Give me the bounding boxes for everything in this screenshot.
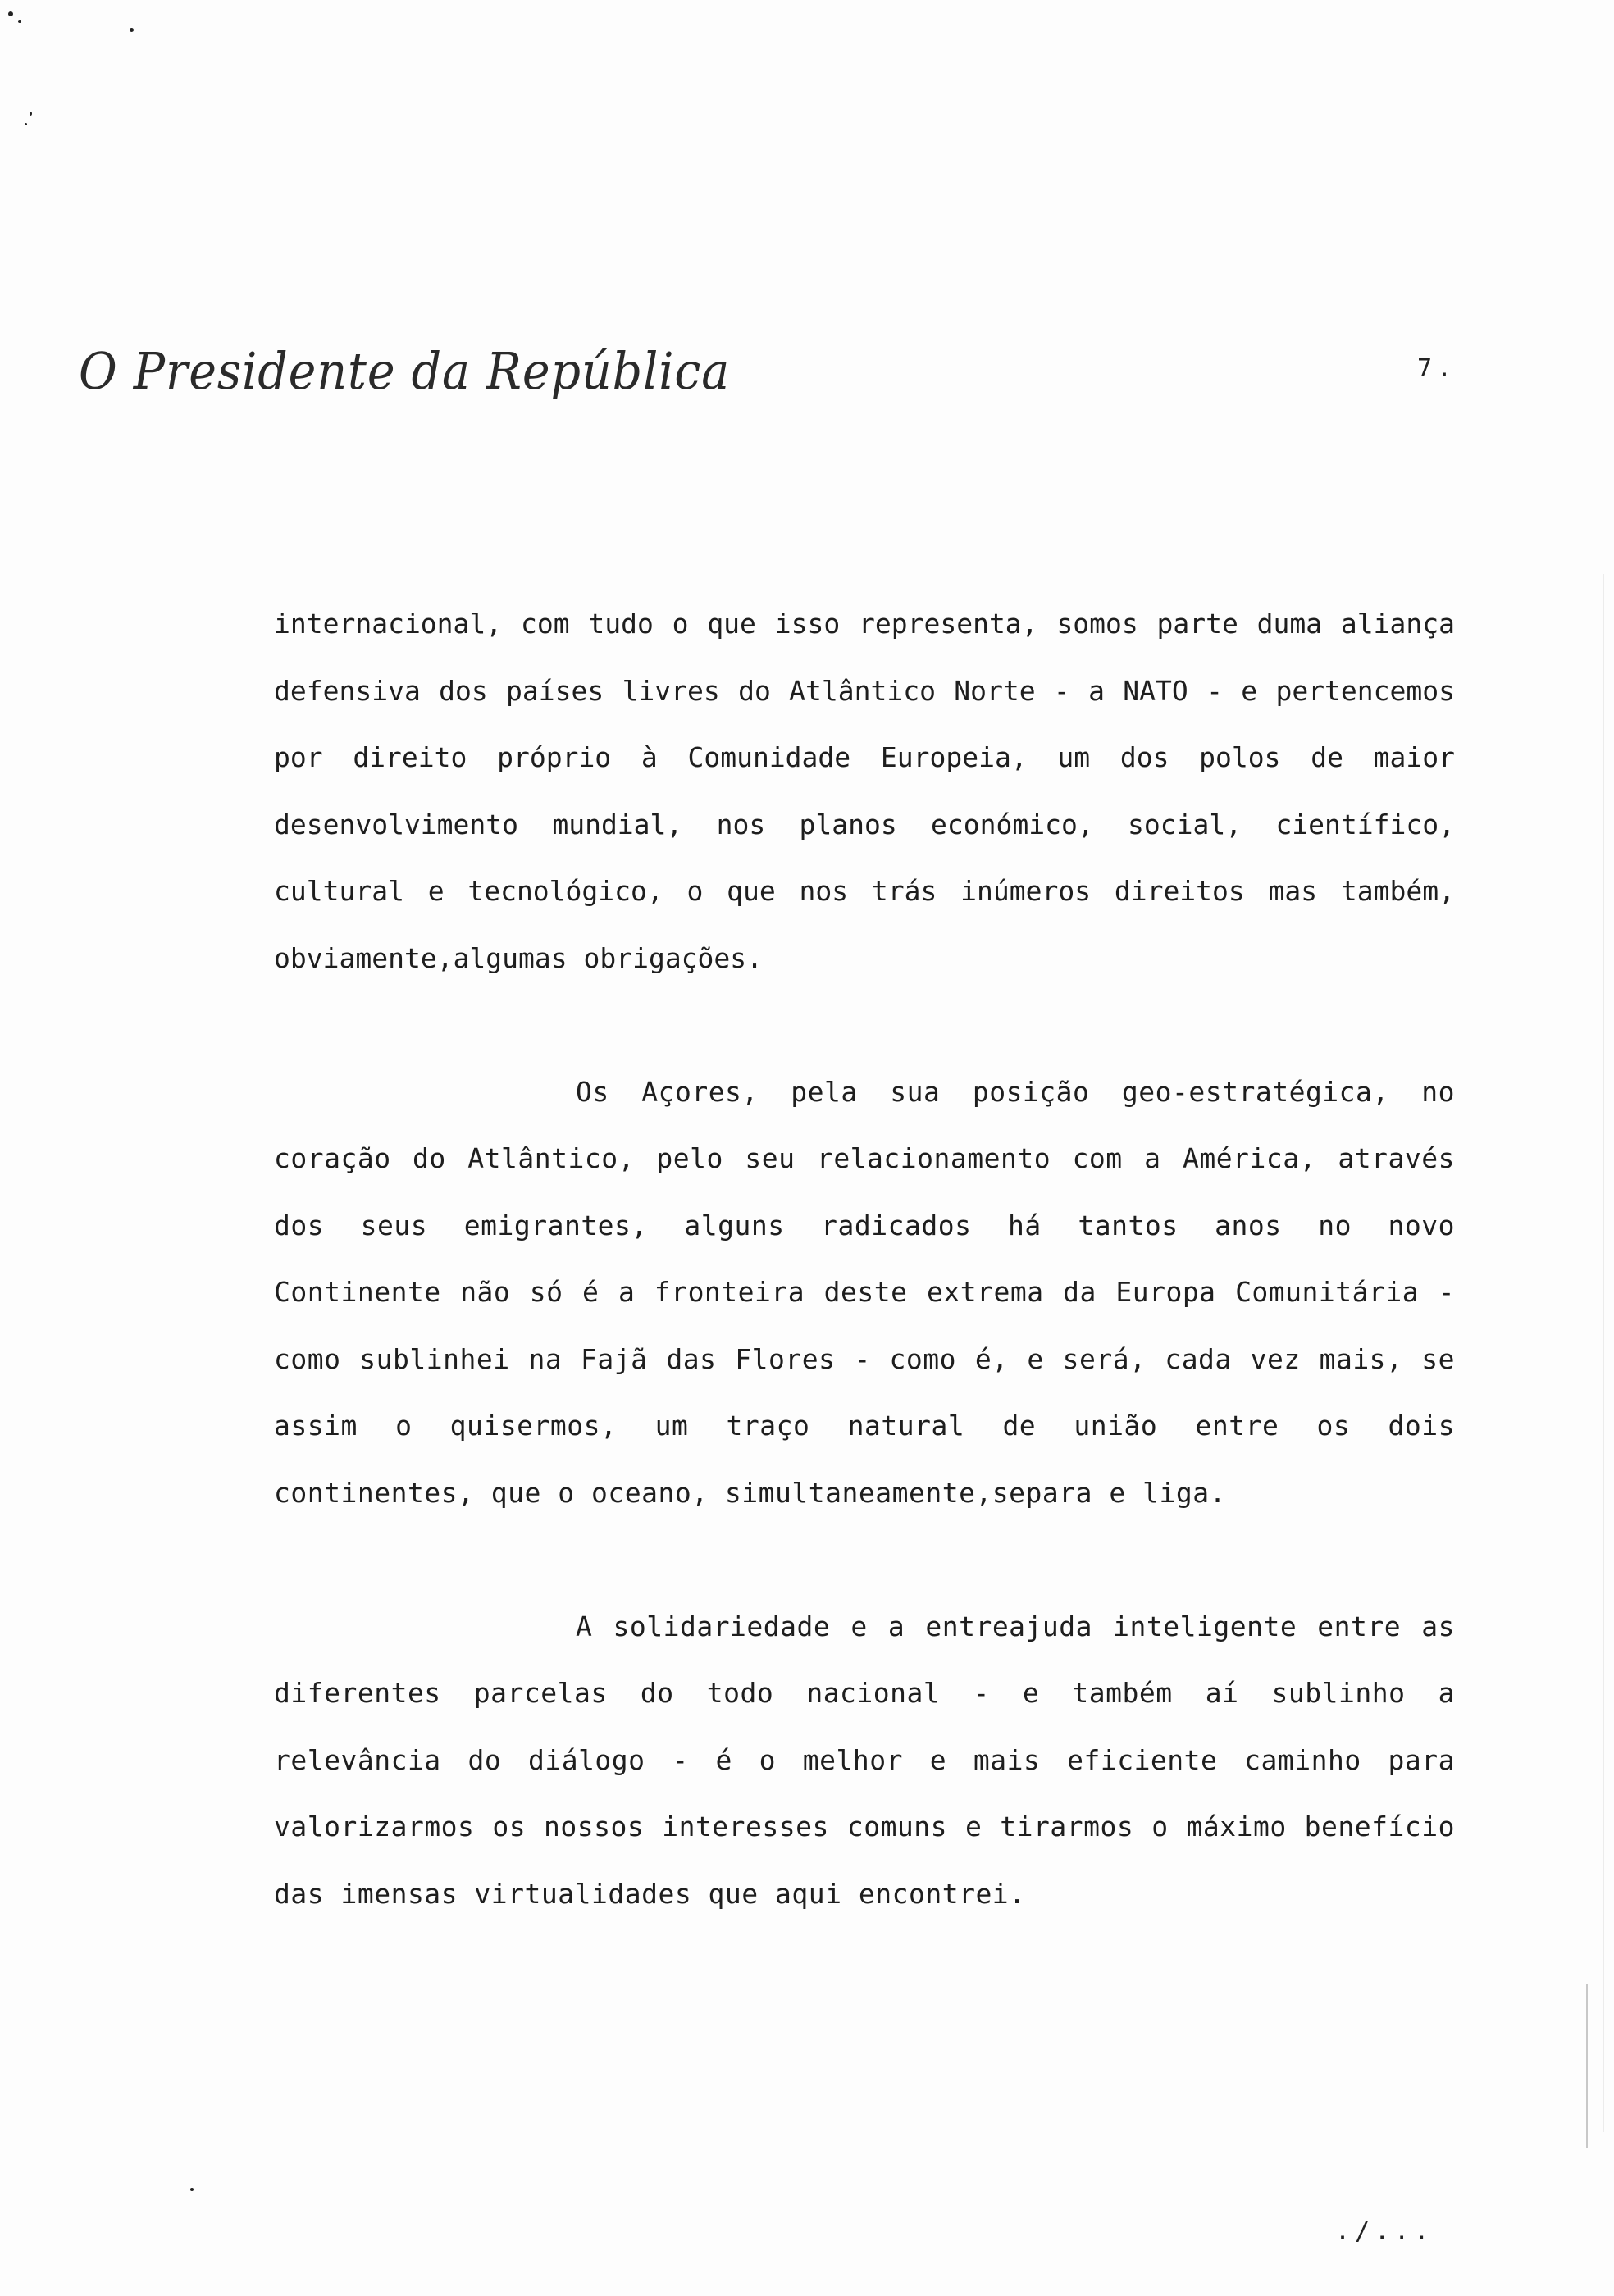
scan-edge-line: [1586, 1984, 1588, 2148]
paragraph-1: internacional, com tudo o que isso representa, somos parte duma aliança defensiva dos países livres do Atlântico Norte - a NATO - e pertencemos por direito próprio à Comunidade Europeia, um dos polos de maior desenvolvimento mundial, nos planos económico, social, científico, cultural e tecnológico, o que nos trás inúmeros direitos mas também, obviamente,algumas obrigações.: [274, 608, 1455, 974]
page-number: 7.: [1417, 354, 1457, 383]
continuation-mark: ./...: [1335, 2217, 1434, 2246]
scan-speck: [190, 2188, 194, 2191]
scan-speck: [8, 11, 13, 16]
scan-speck: [18, 20, 21, 23]
paragraph-3: A solidariedade e a entreajuda inteligente entre as diferentes parcelas do todo nacional - e também aí sublinho a relevância do diálogo - é o melhor e mais eficiente caminho para valorizarmos os nossos interesses comuns e tirarmos o máximo benefício das imensas virtualidades que aqui encontrei.: [274, 1610, 1455, 1910]
scan-speck: [25, 123, 27, 125]
scan-speck: [130, 28, 134, 32]
paragraph-2: Os Açores, pela sua posição geo-estratégica, no coração do Atlântico, pelo seu relacionamento com a América, através dos seus emigrantes, alguns radicados há tantos anos no novo Continente não só é a fronteira deste extrema da Europa Comunitária - como sublinhei na Fajã das Flores - como é, e será, cada vez mais, se assim o quisermos, um traço natural de união entre os dois continentes, que o oceano, simultaneamente,separa e liga.: [274, 1075, 1455, 1509]
body-text: [274, 590, 1455, 1927]
scan-edge-line: [1603, 574, 1604, 2132]
scan-speck: [30, 112, 32, 116]
letterhead-title: O Presidente da República: [79, 341, 731, 401]
